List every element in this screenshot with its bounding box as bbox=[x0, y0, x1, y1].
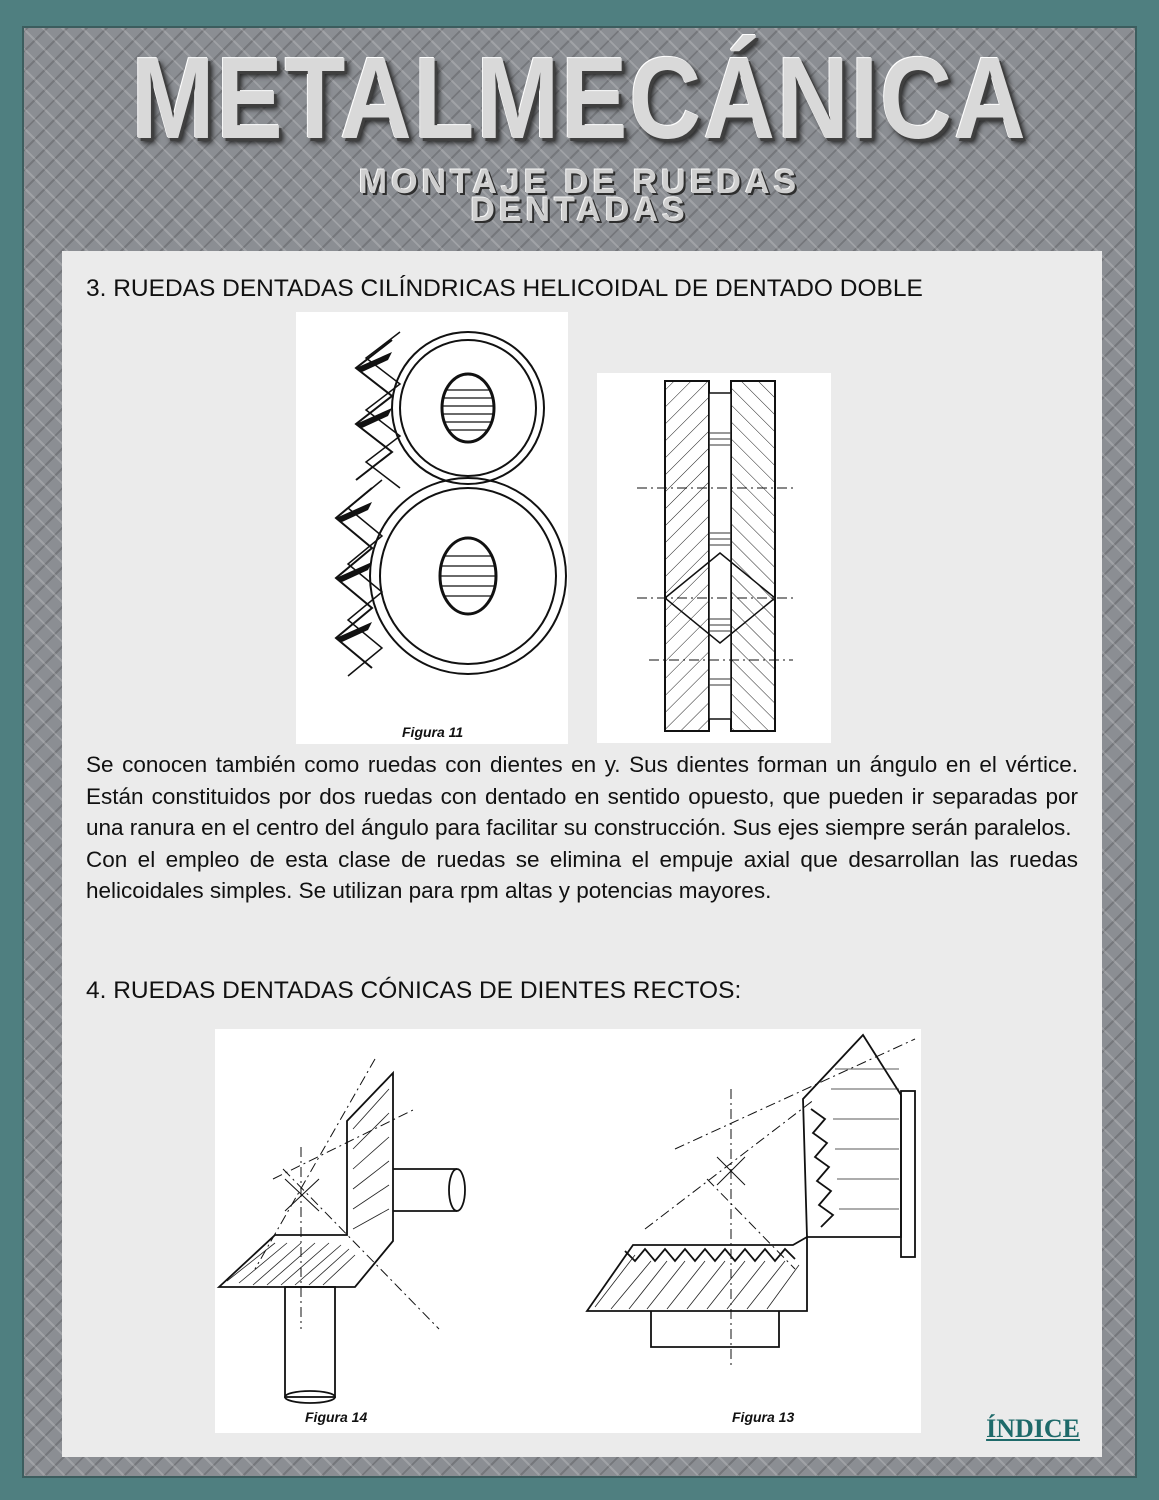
content-panel bbox=[62, 251, 1102, 1457]
figure-11-caption: Figura 11 bbox=[402, 724, 464, 740]
page-title: METALMECÁNICA bbox=[131, 33, 1028, 163]
figure-14-caption: Figura 14 bbox=[305, 1409, 368, 1425]
figure-11-herringbone-gears bbox=[296, 312, 568, 744]
subtitle-line-1: MONTAJE DE RUEDAS bbox=[358, 163, 801, 201]
figure-section-view bbox=[597, 373, 831, 743]
section-3-body bbox=[86, 749, 1078, 907]
subtitle-line-2: DENTADAS bbox=[470, 191, 689, 229]
section-3-paragraph-1: Se conocen también como ruedas con dientes en y. Sus dientes forman un ángulo en el vértice. Están constituidos por dos ruedas con dentado en sentido opuesto, que pueden ir separadas por una ranura en el centro del ángulo para facilitar su construcción. Sus ejes siempre serán paralelos. bbox=[86, 752, 1078, 840]
herringbone-gears-illustration bbox=[296, 312, 568, 744]
section-3-heading: 3. RUEDAS DENTADAS CILÍNDRICAS HELICOIDAL DE DENTADO DOBLE bbox=[86, 275, 923, 302]
figure-13-caption: Figura 13 bbox=[732, 1409, 795, 1425]
figure-bevel-gears bbox=[215, 1029, 921, 1433]
index-link[interactable]: ÍNDICE bbox=[986, 1414, 1080, 1443]
bevel-gears-illustration bbox=[215, 1029, 921, 1433]
herringbone-section-drawing bbox=[597, 373, 831, 743]
section-4-heading: 4. RUEDAS DENTADAS CÓNICAS DE DIENTES RECTOS: bbox=[86, 977, 742, 1004]
section-3-paragraph-2: Con el empleo de esta clase de ruedas se elimina el empuje axial que desarrollan las ruedas helicoidales simples. Se utilizan para rpm altas y potencias mayores. bbox=[86, 846, 1078, 903]
